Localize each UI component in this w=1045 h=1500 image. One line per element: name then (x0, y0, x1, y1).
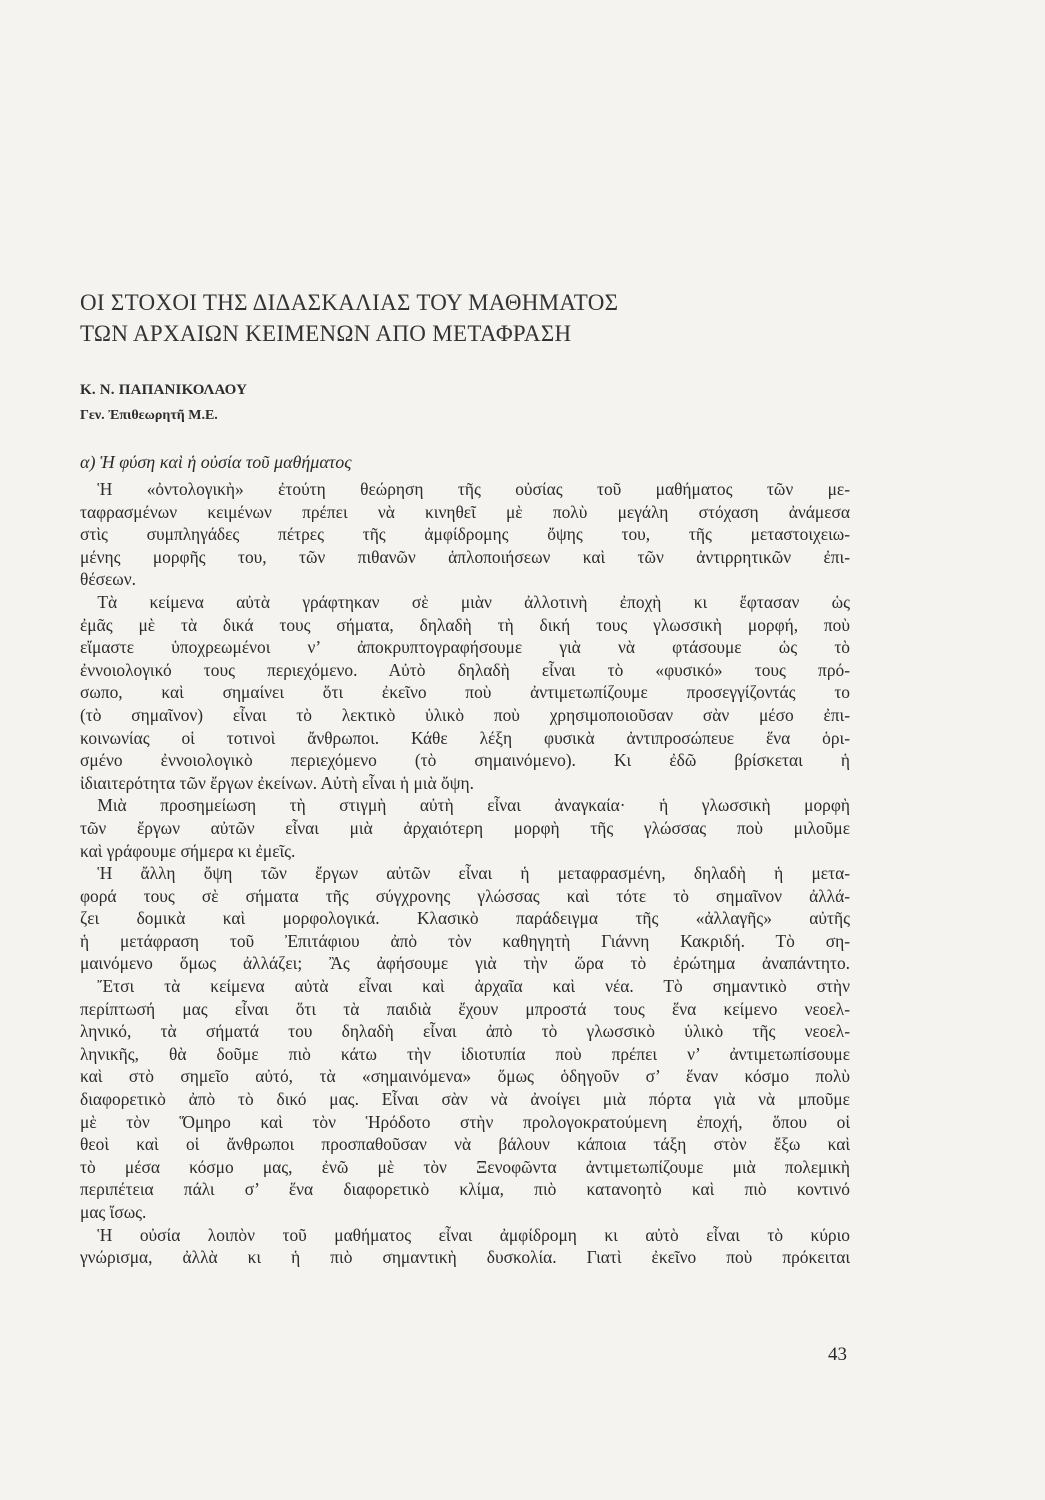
text-line: ἐμᾶς μὲ τὰ δικά τους σήματα, δηλαδὴ τὴ δική τους γλωσσικὴ μορφή, ποὺ (80, 614, 850, 635)
section-heading: α) Ἡ φύση καὶ ἡ οὐσία τοῦ μαθήματος (80, 452, 352, 472)
text-line: τὸ μέσα κόσμο μας, ἐνῶ μὲ τὸν Ξενοφῶντα ἀντιμετωπίζουμε μιὰ πολεμικὴ (80, 1156, 850, 1177)
author-block (80, 378, 247, 428)
page-number: 43 (828, 1344, 847, 1365)
article-title-line-2: ΤΩΝ ΑΡΧΑΙΩΝ ΚΕΙΜΕΝΩΝ ΑΠΟ ΜΕΤΑΦΡΑΣΗ (80, 321, 572, 346)
text-line: κοινωνίας οἱ τοτινοὶ ἄνθρωποι. Κάθε λέξη φυσικὰ ἀντιπροσώπευε ἕνα ὁρι- (80, 727, 850, 748)
text-line: σμένο ἐννοιολογικὸ περιεχόμενο (τὸ σημαινόμενο). Κι ἐδῶ βρίσκεται ἡ (80, 750, 850, 771)
text-line: διαφορετικὸ ἀπὸ τὸ δικό μας. Εἶναι σὰν νὰ ἀνοίγει μιὰ πόρτα γιὰ νὰ μποῦμε (80, 1089, 850, 1110)
text-line: ληνικῆς, θὰ δοῦμε πιὸ κάτω τὴν ἰδιοτυπία ποὺ πρέπει ν’ ἀντιμετωπίσουμε (80, 1043, 850, 1064)
text-line: Ἡ «ὀντολογικὴ» ἐτούτη θεώρηση τῆς οὐσίας τοῦ μαθήματος τῶν με- (80, 479, 850, 499)
text-line: (τὸ σημαῖνον) εἶναι τὸ λεκτικὸ ὑλικὸ ποὺ χρησιμοποιοῦσαν σὰν μέσο ἐπι- (80, 704, 850, 725)
text-line: ταφρασμένων κειμένων πρέπει νὰ κινηθεῖ μὲ πολὺ μεγάλη στόχαση ἀνάμεσα (80, 501, 850, 522)
text-line: καὶ στὸ σημεῖο αὐτό, τὰ «σημαινόμενα» ὅμως ὁδηγοῦν σ’ ἕναν κόσμο πολὺ (80, 1066, 850, 1087)
text-line: τῶν ἔργων αὐτῶν εἶναι μιὰ ἀρχαιότερη μορφὴ τῆς γλώσσας ποὺ μιλοῦμε (80, 817, 850, 838)
text-line: Μιὰ προσημείωση τὴ στιγμὴ αὐτὴ εἶναι ἀναγκαία· ἡ γλωσσικὴ μορφὴ (80, 795, 850, 816)
text-line: Ἡ ἄλλη ὄψη τῶν ἔργων αὐτῶν εἶναι ἡ μεταφρασμένη, δηλαδὴ ἡ μετα- (80, 863, 850, 884)
text-line: σωπο, καὶ σημαίνει ὅτι ἐκεῖνο ποὺ ἀντιμετωπίζουμε προσεγγίζοντάς το (80, 682, 850, 703)
text-line: ἰδιαιτερότητα τῶν ἔργων ἐκείνων. Αὐτὴ εἶναι ἡ μιὰ ὄψη. (80, 772, 474, 793)
text-line: Τὰ κείμενα αὐτὰ γράφτηκαν σὲ μιὰν ἀλλοτινὴ ἐποχὴ κι ἔφτασαν ὡς (80, 591, 850, 612)
text-line: ληνικό, τὰ σήματά του δηλαδὴ εἶναι ἀπὸ τὸ γλωσσικὸ ὑλικὸ τῆς νεοελ- (80, 1021, 850, 1042)
text-line: θέσεων. (80, 569, 136, 590)
text-line: γνώρισμα, ἀλλὰ κι ἡ πιὸ σημαντικὴ δυσκολία. Γιατὶ ἐκεῖνο ποὺ πρόκειται (80, 1247, 850, 1268)
text-line: μὲ τὸν Ὅμηρο καὶ τὸν Ἡρόδοτο στὴν προλογοκρατούμενη ἐποχή, ὅπου οἱ (80, 1111, 850, 1132)
text-line: περίπτωσή μας εἶναι ὅτι τὰ παιδιὰ ἔχουν μπροστά τους ἕνα κείμενο νεοελ- (80, 998, 850, 1019)
text-line: μένης μορφῆς του, τῶν πιθανῶν ἁπλοποιήσεων καὶ τῶν ἀντιρρητικῶν ἐπι- (80, 546, 850, 567)
text-line: μας ἴσως. (80, 1202, 147, 1222)
text-line: φορά τους σὲ σήματα τῆς σύγχρονης γλώσσας καὶ τότε τὸ σημαῖνον ἀλλά- (80, 885, 850, 906)
text-line: ζει δομικὰ καὶ μορφολογικά. Κλασικὸ παράδειγμα τῆς «ἀλλαγῆς» αὐτῆς (80, 908, 850, 929)
text-line: εἴμαστε ὑποχρεωμένοι ν’ ἀποκρυπτογραφήσουμε γιὰ νὰ φτάσουμε ὡς τὸ (80, 637, 850, 658)
text-line: ἡ μετάφραση τοῦ Ἐπιτάφιου ἀπὸ τὸν καθηγητὴ Γιάννη Κακριδή. Τὸ ση- (80, 930, 850, 951)
text-line: στὶς συμπληγάδες πέτρες τῆς ἀμφίδρομης ὄψης του, τῆς μεταστοιχειω- (80, 524, 850, 545)
text-line: Ἔτσι τὰ κείμενα αὐτὰ εἶναι καὶ ἀρχαῖα καὶ νέα. Τὸ σημαντικὸ στὴν (80, 976, 850, 997)
text-line: περιπέτεια πάλι σ’ ἕνα διαφορετικὸ κλίμα, πιὸ κατανοητὸ καὶ πιὸ κοντινό (80, 1179, 850, 1200)
body-text (80, 478, 850, 1269)
text-line: ἐννοιολογικό τους περιεχόμενο. Αὐτὸ δηλαδὴ εἶναι τὸ «φυσικό» τους πρό- (80, 659, 850, 680)
author-role: Γεν. Ἐπιθεωρητῆ Μ.Ε. (80, 408, 218, 423)
text-line: μαινόμενο ὅμως ἀλλάζει; Ἂς ἀφήσουμε γιὰ τὴν ὥρα τὸ ἐρώτημα ἀναπάντητο. (80, 953, 850, 974)
article-title (80, 287, 940, 349)
text-line: θεοὶ καὶ οἱ ἄνθρωποι προσπαθοῦσαν νὰ βάλουν κάποια τάξη στὸν ἔξω καὶ (80, 1134, 850, 1155)
text-line: καὶ γράφουμε σήμερα κι ἐμεῖς. (80, 840, 296, 861)
author-name: Κ. Ν. ΠΑΠΑΝΙΚΟΛΑΟΥ (80, 382, 248, 398)
article-title-line-1: ΟΙ ΣΤΟΧΟΙ ΤΗΣ ΔΙΔΑΣΚΑΛΙΑΣ ΤΟΥ ΜΑΘΗΜΑΤΟΣ (80, 290, 619, 315)
text-line: Ἡ οὐσία λοιπὸν τοῦ μαθήματος εἶναι ἀμφίδρομη κι αὐτὸ εἶναι τὸ κύριο (80, 1224, 850, 1245)
